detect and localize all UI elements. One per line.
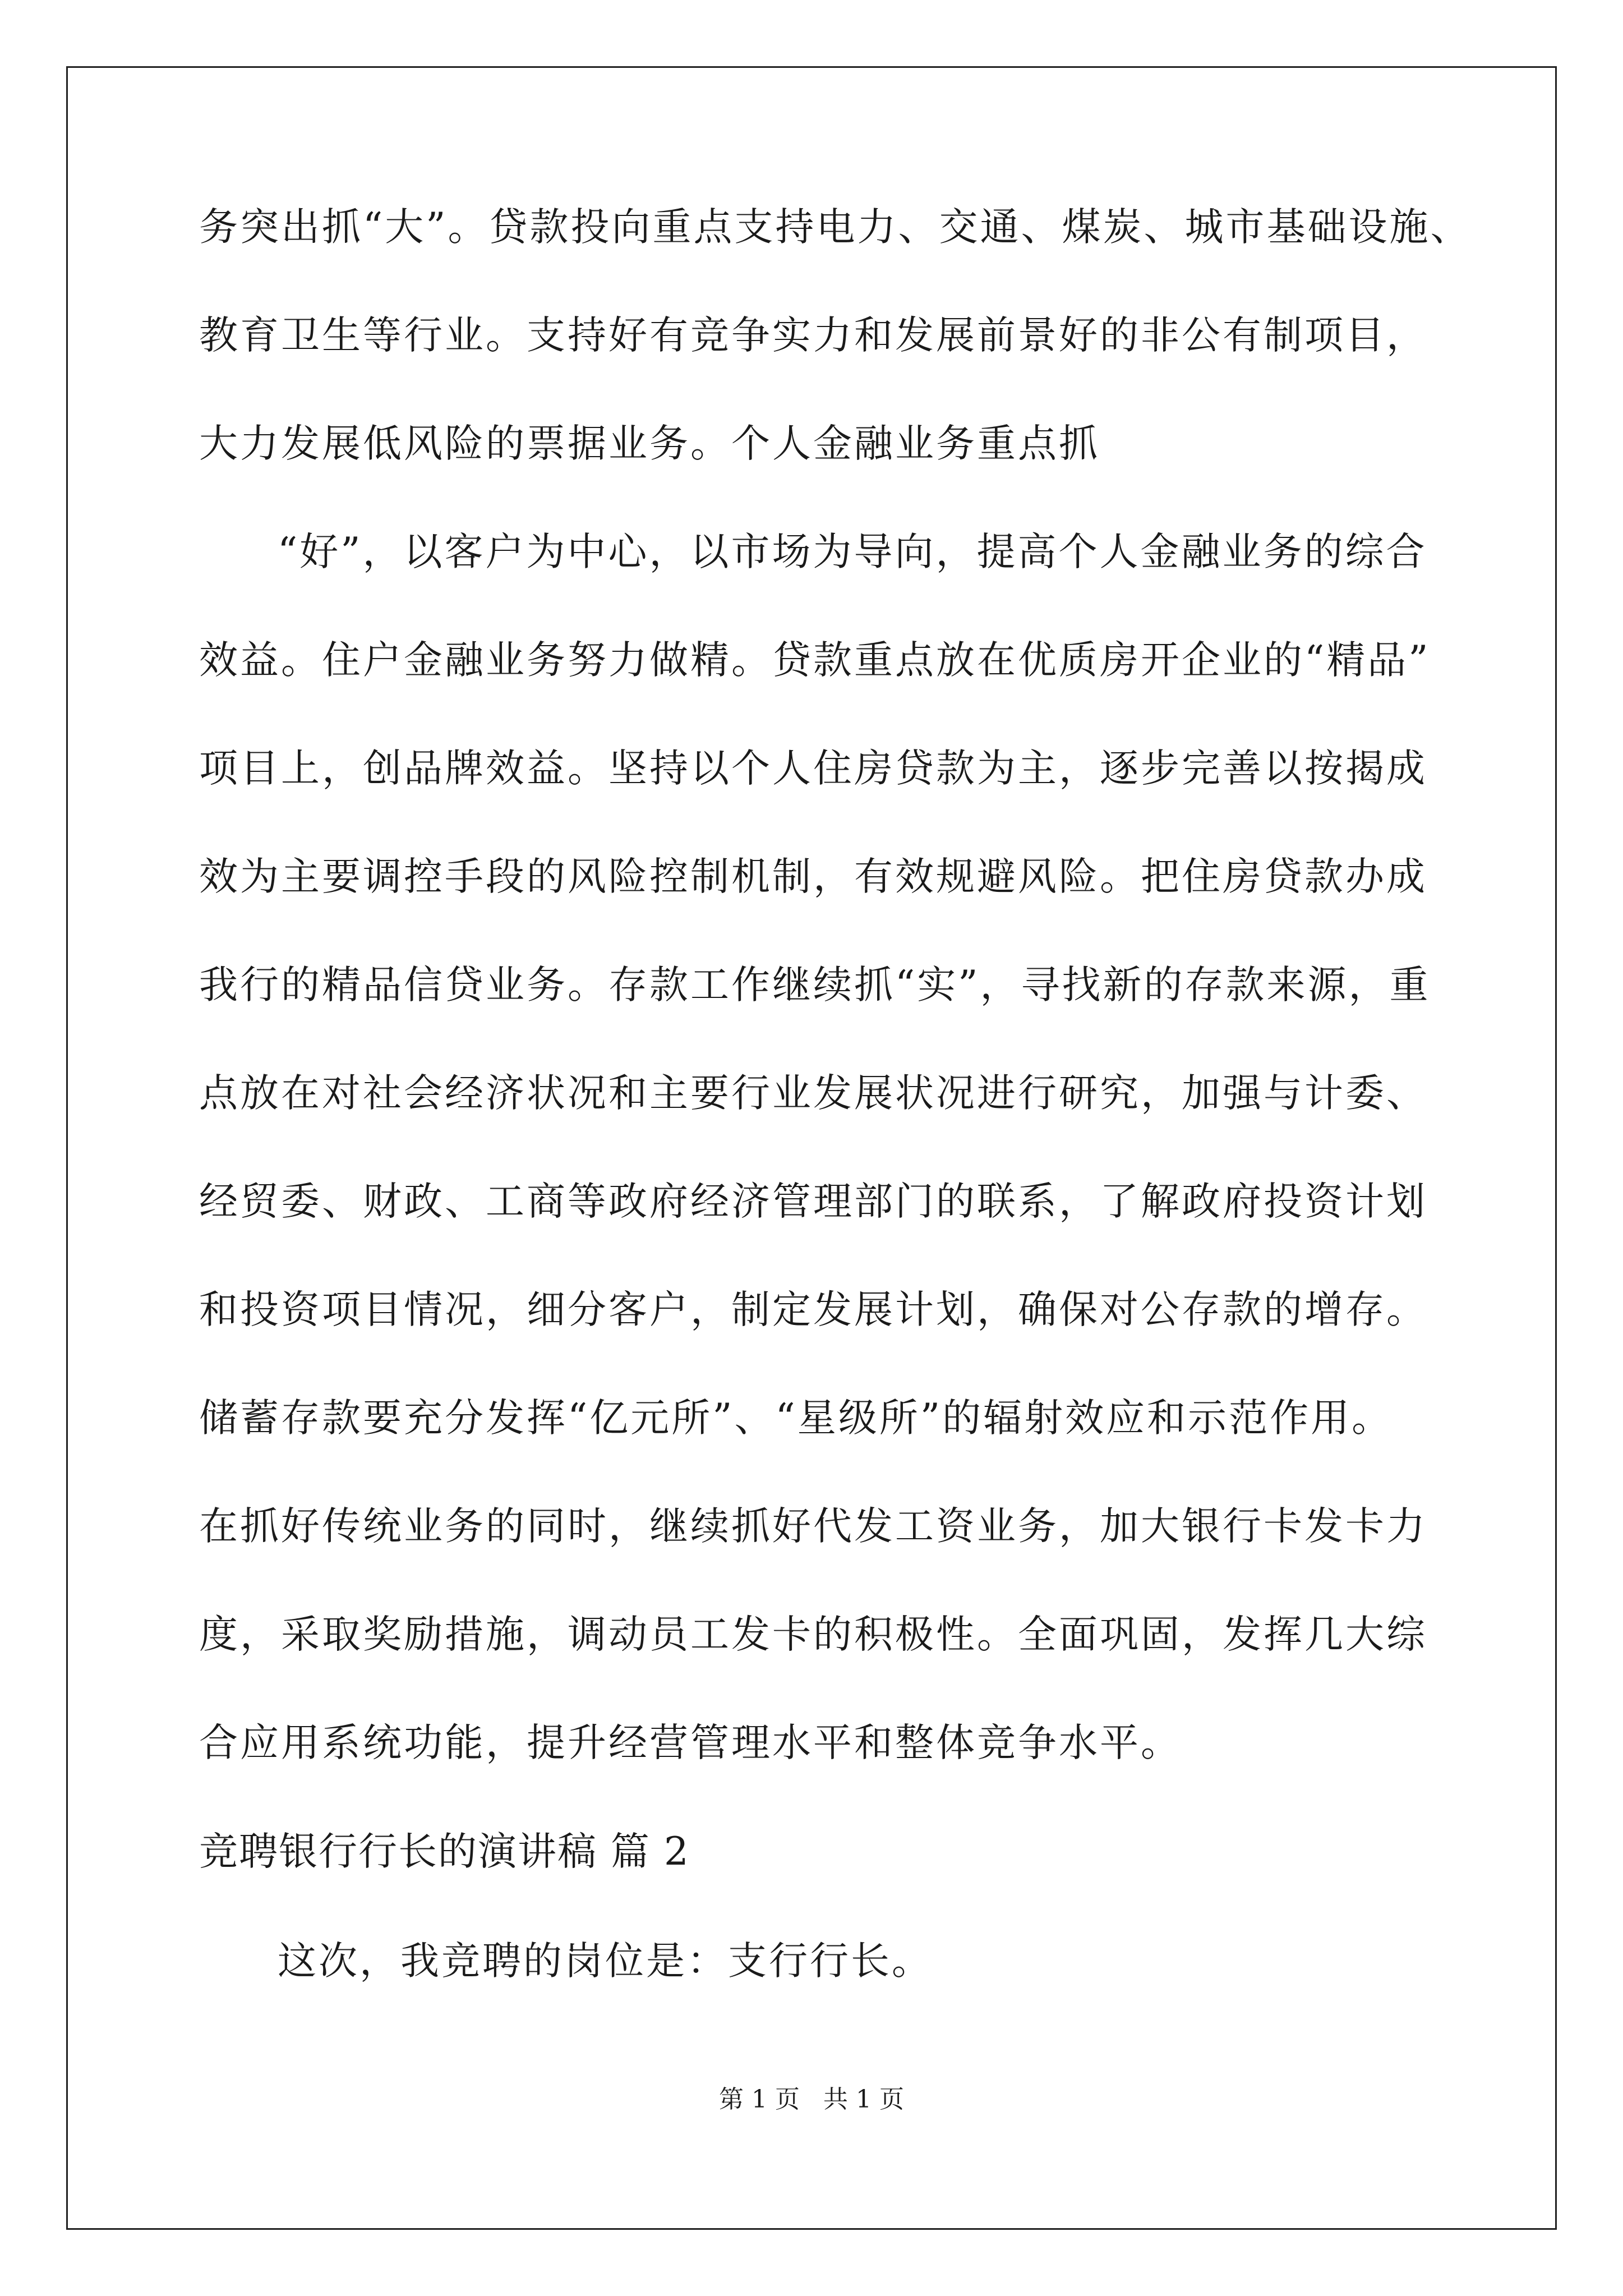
paragraph-2 — [199, 532, 1455, 1832]
text-line: 项目上，创品牌效益。坚持以个人住房贷款为主，逐步完善以按揭成 — [199, 746, 1427, 791]
text-line: 度，采取奖励措施，调动员工发卡的积极性。全面巩固，发挥几大综 — [199, 1612, 1427, 1657]
text-line: 储蓄存款要充分发挥“亿元所”、“星级所”的辐射效应和示范作用。 — [199, 1396, 1393, 1441]
text-line: 在抓好传统业务的同时，继续抓好代发工资业务，加大银行卡发卡力 — [199, 1504, 1427, 1549]
text-line: “好”，以客户为中心，以市场为导向，提高个人金融业务的综合 — [278, 530, 1427, 574]
text-line: 合应用系统功能，提升经营管理水平和整体竞争水平。 — [199, 1720, 1182, 1765]
text-line: 经贸委、财政、工商等政府经济管理部门的联系，了解政府投资计划 — [199, 1179, 1427, 1224]
paragraph-1 — [199, 205, 1472, 532]
paragraph-3 — [199, 1941, 1455, 2050]
section-heading: 竞聘银行行长的演讲稿 篇 2 — [199, 1829, 690, 1874]
page-footer: 第 1 页 共 1 页 — [719, 2085, 904, 2114]
text-line: 效益。住户金融业务努力做精。贷款重点放在优质房开企业的“精品” — [199, 638, 1431, 683]
text-line: 我行的精品信贷业务。存款工作继续抓“实”，寻找新的存款来源，重 — [199, 963, 1431, 1007]
text-line: 务突出抓“大”。贷款投向重点支持电力、交通、煤炭、城市基础设施、 — [199, 205, 1472, 250]
text-line: 和投资项目情况，细分客户，制定发展计划，确保对公存款的增存。 — [199, 1287, 1427, 1332]
text-line: 点放在对社会经济状况和主要行业发展状况进行研究，加强与计委、 — [199, 1071, 1427, 1116]
text-line: 这次，我竞聘的岗位是：支行行长。 — [278, 1939, 933, 1984]
text-line: 教育卫生等行业。支持好有竞争实力和发展前景好的非公有制项目， — [199, 313, 1427, 358]
text-line: 大力发展低风险的票据业务。个人金融业务重点抓 — [199, 421, 1100, 466]
text-line: 效为主要调控手段的风险控制机制，有效规避风险。把住房贷款办成 — [199, 854, 1427, 899]
